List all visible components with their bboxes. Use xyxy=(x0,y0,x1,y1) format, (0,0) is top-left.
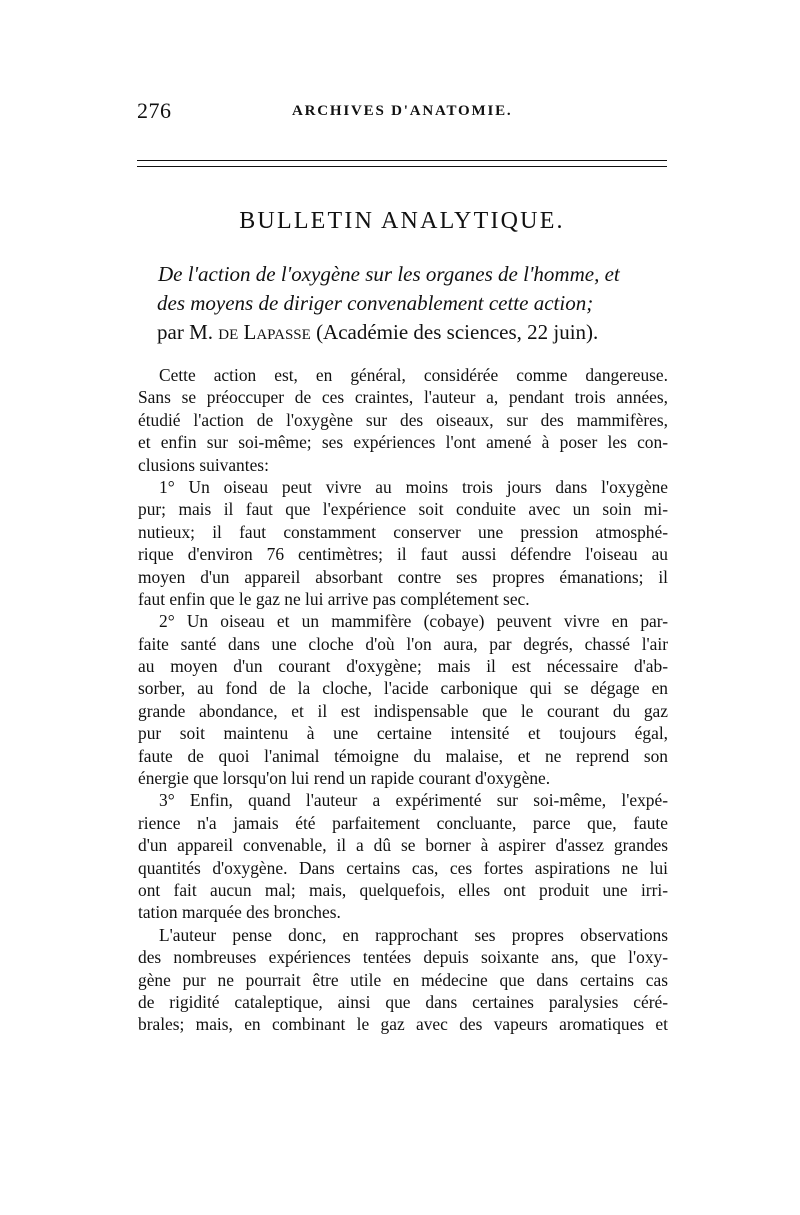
header-rule-top xyxy=(137,160,667,161)
body-line: ont fait aucun mal; mais, quelquefois, elles ont produit une irri- xyxy=(138,879,668,900)
body-line: nutieux; il faut constamment conserver une pression atmosphé- xyxy=(138,521,668,542)
article-title-line-2-text: des moyens de diriger convenablement cette action; xyxy=(157,291,594,315)
body-line: pur soit maintenu à une certaine intensité et toujours égal, xyxy=(138,723,668,744)
article-title-line-1-text: De l'action de l'oxygène sur les organes de l'homme, et xyxy=(158,262,620,286)
author-prefix: par M. xyxy=(157,320,219,344)
body-line: faute de quoi l'animal témoigne du malaise, et ne reprend son xyxy=(138,745,668,766)
body-line: Cette action est, en général, considérée comme dangereuse. xyxy=(159,365,668,385)
body-line: gène pur ne pourrait être utile en médecine que dans certains cas xyxy=(138,969,668,990)
body-line: pur; mais il faut que l'expérience soit conduite avec un soin mi- xyxy=(138,499,668,520)
running-head xyxy=(137,98,667,128)
article-title-line-1 xyxy=(137,260,667,289)
body-line: faut enfin que le gaz ne lui arrive pas complétement sec. xyxy=(138,588,530,609)
body-line: faite santé dans une cloche d'où l'on aura, par degrés, chassé l'air xyxy=(138,633,668,654)
body-line: L'auteur pense donc, en rapprochant ses propres observations xyxy=(159,924,668,945)
article-body xyxy=(138,364,668,1036)
body-line: et enfin sur soi-même; ses expériences l'ont amené à poser les con- xyxy=(138,432,668,453)
body-line: grande abondance, et il est indispensable que le courant du gaz xyxy=(138,700,668,721)
body-line: tation marquée des bronches. xyxy=(138,902,341,923)
body-line: 1° Un oiseau peut vivre au moins trois jours dans l'oxygène xyxy=(159,476,668,497)
body-line: d'un appareil convenable, il a dû se borner à aspirer d'assez grandes xyxy=(138,835,668,856)
body-line: brales; mais, en combinant le gaz avec des vapeurs aromatiques et xyxy=(138,1014,668,1035)
article-author-line xyxy=(137,318,667,347)
body-line: Sans se préoccuper de ces craintes, l'auteur a, pendant trois années, xyxy=(138,387,668,408)
article-title xyxy=(137,260,667,347)
page-number: 276 xyxy=(137,98,172,123)
section-title: BULLETIN ANALYTIQUE. xyxy=(239,208,565,234)
article-title-line-2 xyxy=(137,289,667,318)
body-line: étudié l'action de l'oxygène sur des oiseaux, sur des mammifères, xyxy=(138,409,668,430)
body-line: de rigidité cataleptique, ainsi que dans certaines paralysies céré- xyxy=(138,991,668,1012)
body-line: au moyen d'un courant d'oxygène; mais il est nécessaire d'ab- xyxy=(138,656,668,677)
body-line: rience n'a jamais été parfaitement concluante, parce que, faute xyxy=(138,812,668,833)
author-name: de Lapasse xyxy=(218,320,311,344)
body-line: sorber, au fond de la cloche, l'acide carbonique qui se dégage en xyxy=(138,678,668,699)
author-suffix: (Académie des sciences, 22 juin). xyxy=(310,320,599,344)
body-line: des nombreuses expériences tentées depuis soixante ans, que l'oxy- xyxy=(138,947,668,968)
body-line: quantités d'oxygène. Dans certains cas, ces fortes aspirations ne lui xyxy=(138,857,668,878)
header-rule-bottom xyxy=(137,166,667,167)
body-line: moyen d'un appareil absorbant contre ses propres émanations; il xyxy=(138,566,668,587)
body-line: 3° Enfin, quand l'auteur a expérimenté sur soi-même, l'expé- xyxy=(159,790,668,811)
body-line: clusions suivantes: xyxy=(138,454,269,475)
journal-title: ARCHIVES D'ANATOMIE. xyxy=(292,103,513,119)
body-line: 2° Un oiseau et un mammifère (cobaye) peuvent vivre en par- xyxy=(159,611,668,632)
body-line: rique d'environ 76 centimètres; il faut aussi défendre l'oiseau au xyxy=(138,544,668,565)
body-line: énergie que lorsqu'on lui rend un rapide courant d'oxygène. xyxy=(138,768,551,789)
